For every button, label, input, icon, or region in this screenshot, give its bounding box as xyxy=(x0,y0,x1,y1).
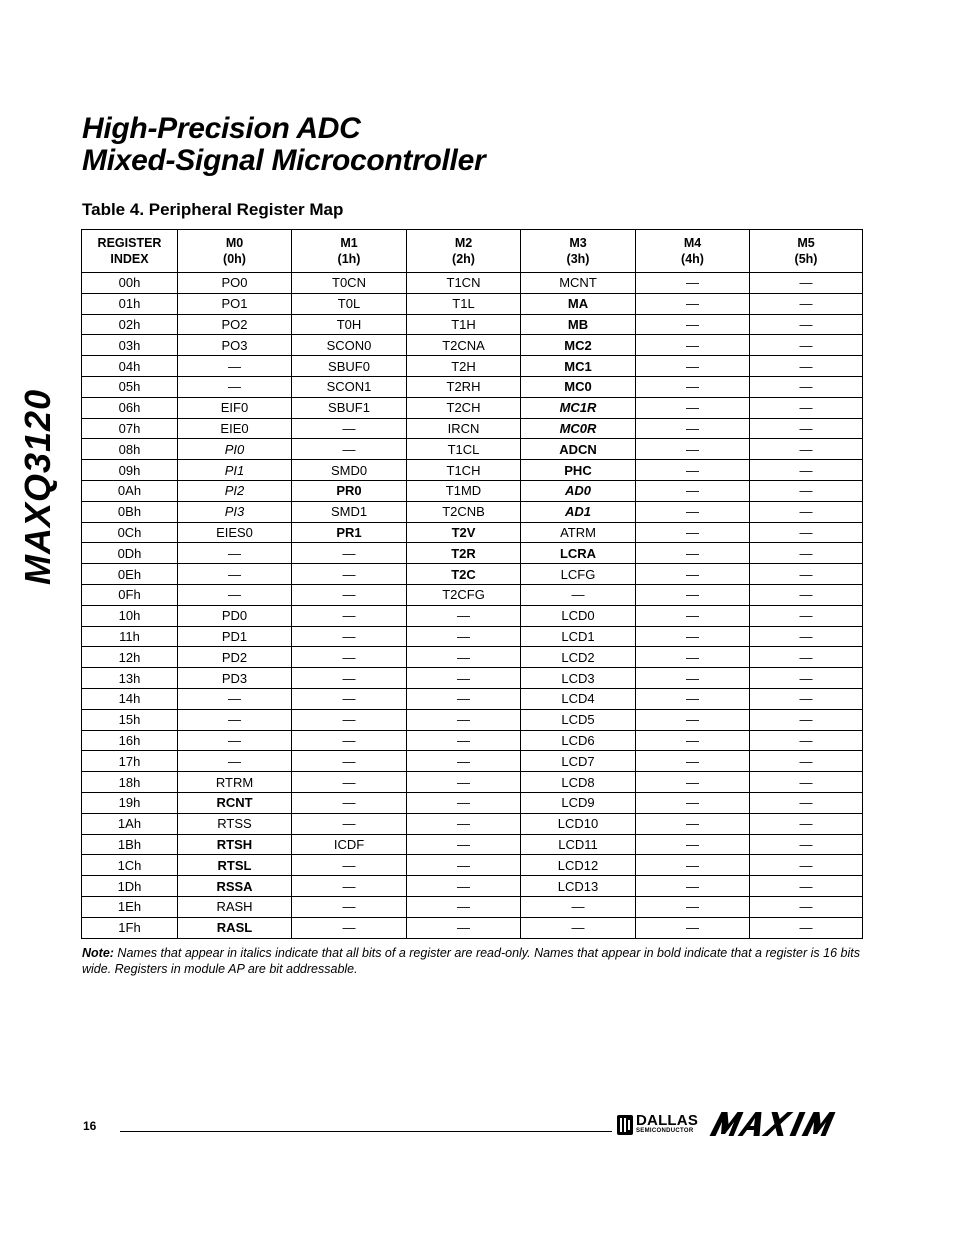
register-name-cell: — xyxy=(636,688,750,709)
register-name-cell: MC0 xyxy=(521,376,636,397)
register-name-cell: — xyxy=(407,813,521,834)
register-name-cell: — xyxy=(407,876,521,897)
register-index-cell: 17h xyxy=(82,751,178,772)
register-name-cell: LCD13 xyxy=(521,876,636,897)
register-name-cell: T2CH xyxy=(407,397,521,418)
register-name-cell: — xyxy=(636,439,750,460)
register-name-cell: — xyxy=(750,564,863,585)
table-body xyxy=(82,273,863,939)
register-name-cell: — xyxy=(750,668,863,689)
register-name-cell: — xyxy=(750,522,863,543)
register-name-cell: RASL xyxy=(178,917,292,938)
note-label: Note: xyxy=(82,946,114,960)
register-name-cell: LCD7 xyxy=(521,751,636,772)
register-name-cell: PI2 xyxy=(178,480,292,501)
table-row xyxy=(82,855,863,876)
register-name-cell: — xyxy=(750,834,863,855)
register-name-cell: PD0 xyxy=(178,605,292,626)
register-name-cell: SCON0 xyxy=(292,335,407,356)
register-name-cell: T0L xyxy=(292,293,407,314)
register-name-cell: MA xyxy=(521,293,636,314)
register-name-cell: — xyxy=(750,273,863,294)
table-row xyxy=(82,273,863,294)
register-name-cell: PR0 xyxy=(292,480,407,501)
register-name-cell: — xyxy=(636,376,750,397)
register-index-cell: 04h xyxy=(82,356,178,377)
register-name-cell: — xyxy=(407,709,521,730)
register-name-cell: — xyxy=(636,522,750,543)
register-name-cell: — xyxy=(636,834,750,855)
register-name-cell: — xyxy=(292,626,407,647)
register-name-cell: — xyxy=(407,792,521,813)
register-name-cell: — xyxy=(407,855,521,876)
table-row xyxy=(82,917,863,938)
register-name-cell: RASH xyxy=(178,896,292,917)
register-name-cell: T0CN xyxy=(292,273,407,294)
register-name-cell: MC2 xyxy=(521,335,636,356)
register-name-cell: EIE0 xyxy=(178,418,292,439)
register-name-cell: ICDF xyxy=(292,834,407,855)
table-row xyxy=(82,376,863,397)
register-name-cell: LCD10 xyxy=(521,813,636,834)
register-index-cell: 0Ah xyxy=(82,480,178,501)
register-name-cell: T2CNA xyxy=(407,335,521,356)
register-name-cell: SCON1 xyxy=(292,376,407,397)
table-row xyxy=(82,522,863,543)
register-name-cell: LCD1 xyxy=(521,626,636,647)
register-name-cell: T2C xyxy=(407,564,521,585)
register-name-cell: LCD6 xyxy=(521,730,636,751)
register-name-cell: — xyxy=(750,501,863,522)
register-name-cell: — xyxy=(292,439,407,460)
register-name-cell: T1CH xyxy=(407,460,521,481)
register-name-cell: — xyxy=(292,772,407,793)
dallas-semiconductor-logo xyxy=(617,1113,707,1137)
table-row xyxy=(82,813,863,834)
column-header: M2 (2h) xyxy=(407,230,521,273)
register-name-cell: IRCN xyxy=(407,418,521,439)
register-name-cell: — xyxy=(750,730,863,751)
page-title-line2: Mixed-Signal Microcontroller xyxy=(82,144,486,177)
page-number: 16 xyxy=(83,1119,97,1133)
register-name-cell: — xyxy=(750,480,863,501)
register-name-cell: — xyxy=(636,543,750,564)
register-name-cell: PI1 xyxy=(178,460,292,481)
register-name-cell: — xyxy=(750,772,863,793)
register-name-cell: LCD0 xyxy=(521,605,636,626)
register-name-cell: — xyxy=(636,626,750,647)
register-name-cell: — xyxy=(636,356,750,377)
register-name-cell: — xyxy=(407,626,521,647)
register-name-cell: MCNT xyxy=(521,273,636,294)
register-name-cell: — xyxy=(636,501,750,522)
register-index-cell: 05h xyxy=(82,376,178,397)
register-name-cell: — xyxy=(407,772,521,793)
register-name-cell: LCD5 xyxy=(521,709,636,730)
register-name-cell: MC1R xyxy=(521,397,636,418)
table-row xyxy=(82,335,863,356)
register-name-cell: — xyxy=(407,917,521,938)
dallas-wordmark: DALLAS xyxy=(636,1112,699,1129)
register-name-cell: MB xyxy=(521,314,636,335)
register-index-cell: 13h xyxy=(82,668,178,689)
register-name-cell: RTSL xyxy=(178,855,292,876)
register-name-cell: — xyxy=(750,543,863,564)
table-row xyxy=(82,564,863,585)
register-name-cell: — xyxy=(636,772,750,793)
register-name-cell: T1H xyxy=(407,314,521,335)
register-index-cell: 09h xyxy=(82,460,178,481)
table-row xyxy=(82,647,863,668)
table-row xyxy=(82,356,863,377)
register-name-cell: — xyxy=(636,668,750,689)
register-index-cell: 08h xyxy=(82,439,178,460)
register-index-cell: 15h xyxy=(82,709,178,730)
register-name-cell: LCRA xyxy=(521,543,636,564)
footer-rule xyxy=(120,1131,612,1132)
register-name-cell: — xyxy=(178,688,292,709)
register-index-cell: 14h xyxy=(82,688,178,709)
register-name-cell: SMD0 xyxy=(292,460,407,481)
register-name-cell: T2H xyxy=(407,356,521,377)
register-index-cell: 0Ch xyxy=(82,522,178,543)
register-name-cell: T1MD xyxy=(407,480,521,501)
table-row xyxy=(82,480,863,501)
table-header-row xyxy=(82,230,863,273)
register-index-cell: 16h xyxy=(82,730,178,751)
register-name-cell: — xyxy=(407,647,521,668)
register-name-cell: AD1 xyxy=(521,501,636,522)
register-name-cell: PD1 xyxy=(178,626,292,647)
register-name-cell: ATRM xyxy=(521,522,636,543)
table-row xyxy=(82,688,863,709)
register-name-cell: RTSS xyxy=(178,813,292,834)
register-name-cell: — xyxy=(750,460,863,481)
register-index-cell: 10h xyxy=(82,605,178,626)
register-name-cell: LCD4 xyxy=(521,688,636,709)
register-name-cell: — xyxy=(407,730,521,751)
register-index-cell: 06h xyxy=(82,397,178,418)
register-name-cell: — xyxy=(636,418,750,439)
register-name-cell: T2CNB xyxy=(407,501,521,522)
register-name-cell: LCD3 xyxy=(521,668,636,689)
register-name-cell: — xyxy=(292,564,407,585)
register-name-cell: — xyxy=(521,896,636,917)
register-name-cell: — xyxy=(521,917,636,938)
register-name-cell: — xyxy=(178,376,292,397)
register-name-cell: T2R xyxy=(407,543,521,564)
register-name-cell: — xyxy=(407,688,521,709)
register-name-cell: — xyxy=(750,626,863,647)
register-index-cell: 07h xyxy=(82,418,178,439)
register-name-cell: RSSA xyxy=(178,876,292,897)
table-row xyxy=(82,543,863,564)
register-name-cell: PO1 xyxy=(178,293,292,314)
register-name-cell: — xyxy=(636,855,750,876)
register-name-cell: — xyxy=(178,584,292,605)
register-name-cell: — xyxy=(636,896,750,917)
register-index-cell: 0Bh xyxy=(82,501,178,522)
register-name-cell: — xyxy=(292,917,407,938)
register-name-cell: — xyxy=(636,480,750,501)
register-name-cell: — xyxy=(750,792,863,813)
register-name-cell: — xyxy=(636,273,750,294)
register-index-cell: 18h xyxy=(82,772,178,793)
register-name-cell: — xyxy=(292,876,407,897)
register-name-cell: — xyxy=(292,792,407,813)
table-row xyxy=(82,293,863,314)
register-index-cell: 0Fh xyxy=(82,584,178,605)
register-name-cell: — xyxy=(750,293,863,314)
register-name-cell: — xyxy=(636,335,750,356)
table-row xyxy=(82,834,863,855)
register-name-cell: — xyxy=(178,564,292,585)
register-name-cell: PI0 xyxy=(178,439,292,460)
register-name-cell: — xyxy=(750,896,863,917)
register-name-cell: — xyxy=(750,584,863,605)
register-name-cell: PO0 xyxy=(178,273,292,294)
register-name-cell: — xyxy=(292,688,407,709)
register-name-cell: EIES0 xyxy=(178,522,292,543)
register-name-cell: — xyxy=(636,813,750,834)
register-name-cell: MC0R xyxy=(521,418,636,439)
register-name-cell: — xyxy=(292,605,407,626)
note-text: Names that appear in italics indicate that all bits of a register are read-only. Names that appear in bold indicate that a register is 16 bits wide. Registers in module AP are bit addressable. xyxy=(82,946,860,976)
register-name-cell: — xyxy=(292,668,407,689)
register-name-cell: — xyxy=(636,730,750,751)
register-name-cell: — xyxy=(750,688,863,709)
register-name-cell: — xyxy=(178,709,292,730)
register-index-cell: 01h xyxy=(82,293,178,314)
register-name-cell: — xyxy=(750,439,863,460)
page-title xyxy=(82,113,485,177)
register-name-cell: — xyxy=(750,813,863,834)
table-row xyxy=(82,605,863,626)
register-name-cell: SBUF0 xyxy=(292,356,407,377)
page-title-line1: High-Precision ADC xyxy=(82,112,361,145)
column-header: REGISTER INDEX xyxy=(82,230,178,273)
table-row xyxy=(82,896,863,917)
register-map-table xyxy=(81,229,863,939)
maxim-logo xyxy=(708,1110,860,1138)
register-name-cell: — xyxy=(636,293,750,314)
register-name-cell: — xyxy=(750,855,863,876)
table-row xyxy=(82,730,863,751)
register-index-cell: 1Fh xyxy=(82,917,178,938)
register-name-cell: RTRM xyxy=(178,772,292,793)
register-name-cell: T0H xyxy=(292,314,407,335)
register-name-cell: — xyxy=(407,834,521,855)
table-title: Table 4. Peripheral Register Map xyxy=(82,200,344,219)
register-name-cell: — xyxy=(636,460,750,481)
register-index-cell: 12h xyxy=(82,647,178,668)
register-index-cell: 0Eh xyxy=(82,564,178,585)
register-name-cell: RTSH xyxy=(178,834,292,855)
register-name-cell: — xyxy=(636,876,750,897)
register-name-cell: — xyxy=(636,917,750,938)
register-name-cell: — xyxy=(750,709,863,730)
register-name-cell: MC1 xyxy=(521,356,636,377)
table-row xyxy=(82,314,863,335)
table-row xyxy=(82,751,863,772)
table-row xyxy=(82,668,863,689)
register-name-cell: EIF0 xyxy=(178,397,292,418)
register-name-cell: — xyxy=(407,751,521,772)
register-name-cell: PO3 xyxy=(178,335,292,356)
register-name-cell: — xyxy=(178,543,292,564)
register-name-cell: — xyxy=(292,813,407,834)
register-name-cell: — xyxy=(636,792,750,813)
dallas-subtitle: SEMICONDUCTOR xyxy=(636,1128,694,1134)
register-name-cell: — xyxy=(750,314,863,335)
register-name-cell: — xyxy=(750,751,863,772)
register-name-cell: LCD8 xyxy=(521,772,636,793)
register-index-cell: 1Bh xyxy=(82,834,178,855)
register-name-cell: LCD12 xyxy=(521,855,636,876)
table-row xyxy=(82,772,863,793)
register-name-cell: PI3 xyxy=(178,501,292,522)
register-name-cell: SMD1 xyxy=(292,501,407,522)
register-name-cell: T1CN xyxy=(407,273,521,294)
register-name-cell: — xyxy=(750,418,863,439)
register-name-cell: LCFG xyxy=(521,564,636,585)
register-name-cell: — xyxy=(636,564,750,585)
register-name-cell: — xyxy=(636,314,750,335)
register-name-cell: PHC xyxy=(521,460,636,481)
register-name-cell: LCD11 xyxy=(521,834,636,855)
register-index-cell: 1Ch xyxy=(82,855,178,876)
register-name-cell: — xyxy=(407,605,521,626)
register-name-cell: ADCN xyxy=(521,439,636,460)
register-index-cell: 19h xyxy=(82,792,178,813)
register-name-cell: — xyxy=(178,730,292,751)
register-name-cell: — xyxy=(636,751,750,772)
register-name-cell: — xyxy=(750,376,863,397)
register-name-cell: T2V xyxy=(407,522,521,543)
side-product-title-text: MAXQ3120 xyxy=(17,388,58,585)
register-name-cell: — xyxy=(636,709,750,730)
register-name-cell: — xyxy=(292,647,407,668)
register-name-cell: — xyxy=(750,356,863,377)
register-name-cell: — xyxy=(521,584,636,605)
register-name-cell: PD2 xyxy=(178,647,292,668)
table-row xyxy=(82,397,863,418)
register-name-cell: AD0 xyxy=(521,480,636,501)
table-row xyxy=(82,626,863,647)
register-index-cell: 03h xyxy=(82,335,178,356)
register-name-cell: T2CFG xyxy=(407,584,521,605)
register-index-cell: 11h xyxy=(82,626,178,647)
register-name-cell: LCD9 xyxy=(521,792,636,813)
register-name-cell: PR1 xyxy=(292,522,407,543)
table-row xyxy=(82,439,863,460)
register-name-cell: — xyxy=(292,855,407,876)
register-index-cell: 00h xyxy=(82,273,178,294)
register-name-cell: — xyxy=(292,751,407,772)
register-name-cell: T2RH xyxy=(407,376,521,397)
register-name-cell: — xyxy=(407,668,521,689)
register-name-cell: — xyxy=(292,709,407,730)
register-name-cell: — xyxy=(292,896,407,917)
register-name-cell: — xyxy=(636,605,750,626)
table-row xyxy=(82,501,863,522)
register-name-cell: — xyxy=(292,730,407,751)
column-header: M0 (0h) xyxy=(178,230,292,273)
register-name-cell: SBUF1 xyxy=(292,397,407,418)
register-name-cell: — xyxy=(292,543,407,564)
column-header: M3 (3h) xyxy=(521,230,636,273)
register-name-cell: — xyxy=(407,896,521,917)
register-name-cell: T1CL xyxy=(407,439,521,460)
register-name-cell: — xyxy=(292,584,407,605)
table-row xyxy=(82,876,863,897)
register-index-cell: 1Ah xyxy=(82,813,178,834)
register-name-cell: — xyxy=(750,335,863,356)
table-note xyxy=(82,946,862,977)
register-name-cell: — xyxy=(750,397,863,418)
table-row xyxy=(82,584,863,605)
register-name-cell: — xyxy=(636,584,750,605)
register-name-cell: — xyxy=(178,751,292,772)
register-index-cell: 1Dh xyxy=(82,876,178,897)
register-name-cell: PO2 xyxy=(178,314,292,335)
register-name-cell: — xyxy=(750,876,863,897)
register-name-cell: LCD2 xyxy=(521,647,636,668)
register-index-cell: 02h xyxy=(82,314,178,335)
register-name-cell: — xyxy=(750,917,863,938)
table-row xyxy=(82,709,863,730)
side-product-title xyxy=(18,385,78,585)
register-name-cell: — xyxy=(636,647,750,668)
table-row xyxy=(82,418,863,439)
table-row xyxy=(82,792,863,813)
register-name-cell: — xyxy=(636,397,750,418)
register-index-cell: 1Eh xyxy=(82,896,178,917)
register-name-cell: T1L xyxy=(407,293,521,314)
column-header: M4 (4h) xyxy=(636,230,750,273)
register-name-cell: — xyxy=(750,605,863,626)
table-row xyxy=(82,460,863,481)
column-header: M1 (1h) xyxy=(292,230,407,273)
register-name-cell: PD3 xyxy=(178,668,292,689)
register-name-cell: — xyxy=(178,356,292,377)
column-header: M5 (5h) xyxy=(750,230,863,273)
register-name-cell: — xyxy=(292,418,407,439)
dallas-logo-icon xyxy=(617,1115,633,1135)
register-index-cell: 0Dh xyxy=(82,543,178,564)
register-name-cell: — xyxy=(750,647,863,668)
register-name-cell: RCNT xyxy=(178,792,292,813)
